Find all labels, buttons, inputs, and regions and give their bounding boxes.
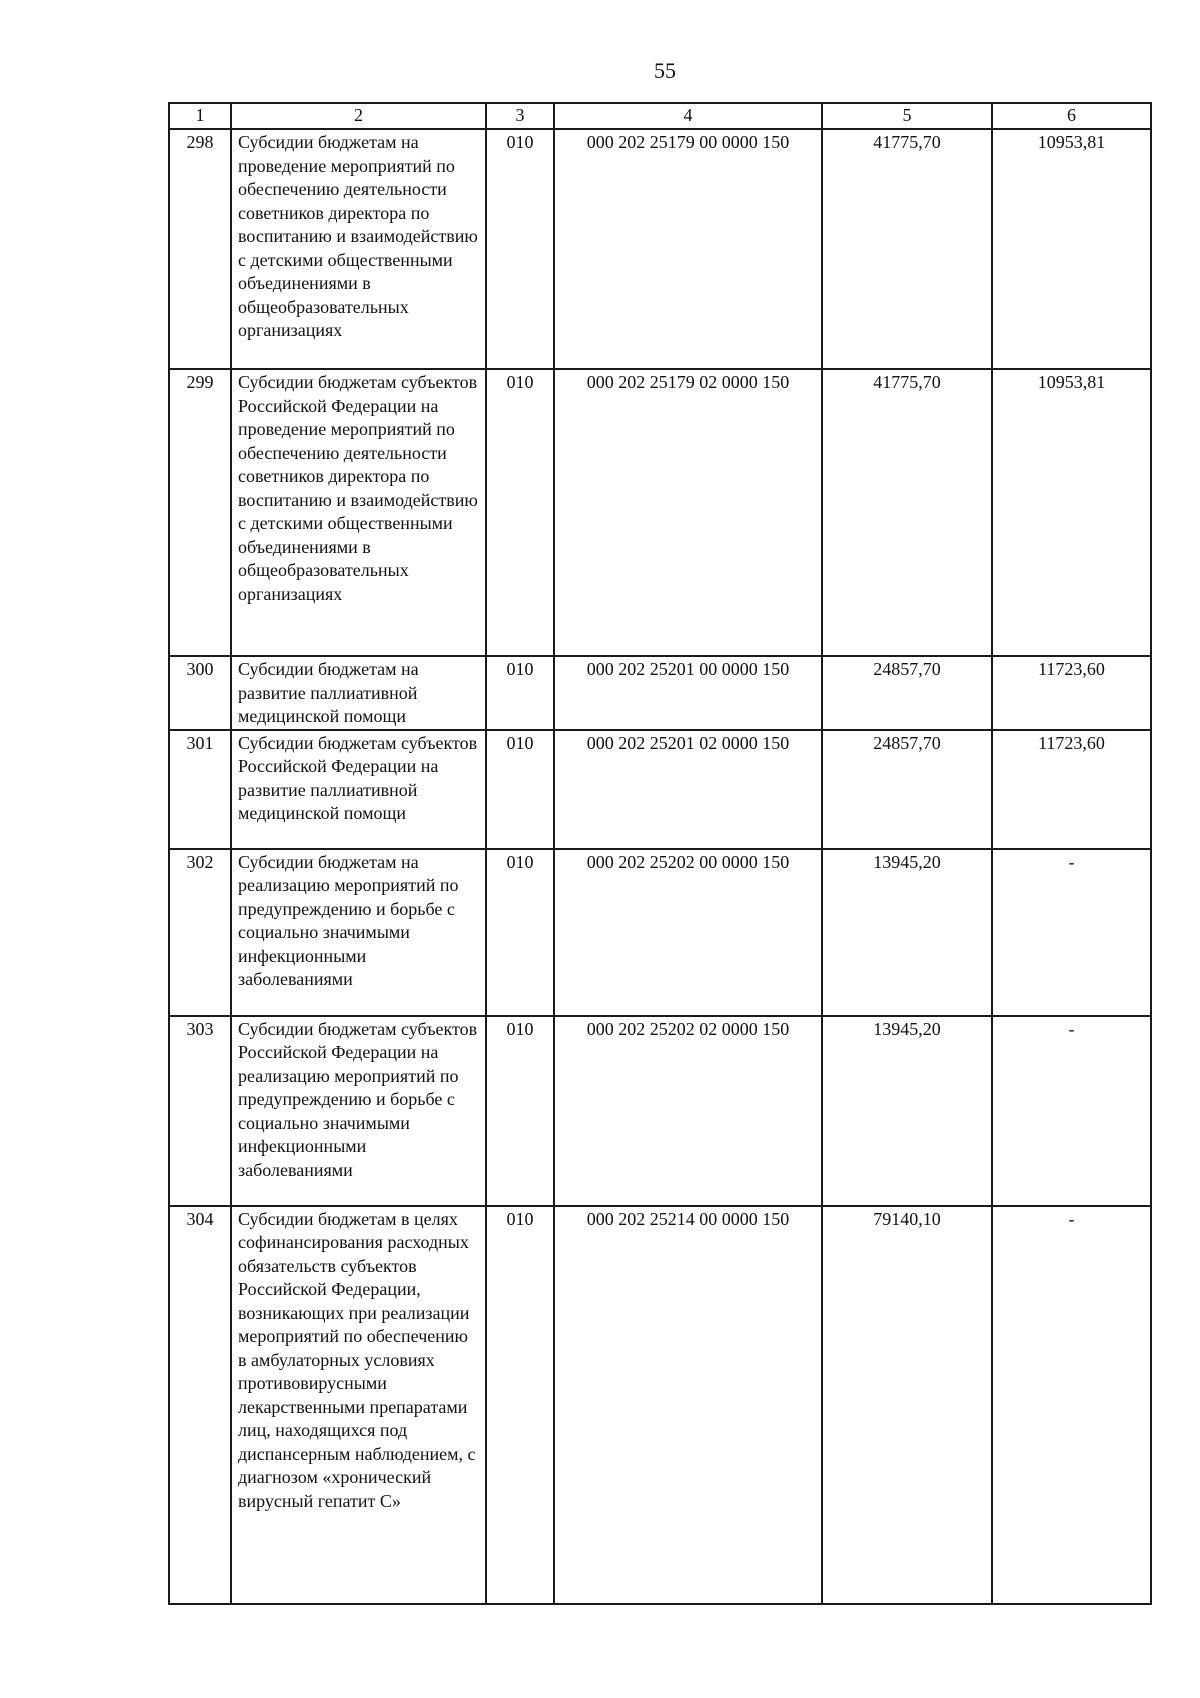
row-name: Субсидии бюджетам субъектов Российской Федерации на реализацию мероприятий по предупреждению и борьбе с социально значимыми инфекционными заболеваниями	[231, 1016, 486, 1206]
row-number: 298	[169, 129, 231, 369]
row-budget-code: 000 202 25214 00 0000 150	[554, 1206, 822, 1604]
row-name: Субсидии бюджетам субъектов Российской Федерации на развитие паллиативной медицинской помощи	[231, 730, 486, 849]
row-admin-code: 010	[486, 849, 554, 1016]
row-amount-col6: 11723,60	[992, 730, 1151, 849]
row-admin-code: 010	[486, 1206, 554, 1604]
row-amount-col6: -	[992, 1206, 1151, 1604]
row-budget-code: 000 202 25201 02 0000 150	[554, 730, 822, 849]
row-budget-code: 000 202 25179 00 0000 150	[554, 129, 822, 369]
row-admin-code: 010	[486, 1016, 554, 1206]
row-number: 300	[169, 656, 231, 730]
row-admin-code: 010	[486, 656, 554, 730]
table-row	[169, 369, 1151, 656]
row-name: Субсидии бюджетам в целях софинансирования расходных обязательств субъектов Российской Федерации, возникающих при реализации мероприятий по обеспечению в амбулаторных условиях противовирусными лекарственными препаратами лиц, находящихся под диспансерным наблюдением, с диагнозом «хронический вирусный гепатит С»	[231, 1206, 486, 1604]
row-budget-code: 000 202 25201 00 0000 150	[554, 656, 822, 730]
table-row	[169, 1016, 1151, 1206]
budget-table	[168, 102, 1152, 1605]
row-amount-col5: 41775,70	[822, 369, 992, 656]
column-header-6: 6	[992, 103, 1151, 129]
column-header-3: 3	[486, 103, 554, 129]
row-amount-col6: 11723,60	[992, 656, 1151, 730]
table-row	[169, 129, 1151, 369]
table-row	[169, 730, 1151, 849]
row-admin-code: 010	[486, 730, 554, 849]
row-amount-col5: 24857,70	[822, 656, 992, 730]
row-budget-code: 000 202 25202 02 0000 150	[554, 1016, 822, 1206]
table-row	[169, 1206, 1151, 1604]
row-amount-col6: 10953,81	[992, 129, 1151, 369]
row-number: 301	[169, 730, 231, 849]
row-name: Субсидии бюджетам на реализацию мероприятий по предупреждению и борьбе с социально значимыми инфекционными заболеваниями	[231, 849, 486, 1016]
row-amount-col6: 10953,81	[992, 369, 1151, 656]
row-amount-col6: -	[992, 1016, 1151, 1206]
column-header-2: 2	[231, 103, 486, 129]
row-amount-col5: 41775,70	[822, 129, 992, 369]
row-amount-col5: 24857,70	[822, 730, 992, 849]
row-number: 304	[169, 1206, 231, 1604]
row-number: 299	[169, 369, 231, 656]
table-row	[169, 849, 1151, 1016]
row-budget-code: 000 202 25202 00 0000 150	[554, 849, 822, 1016]
row-number: 302	[169, 849, 231, 1016]
row-amount-col5: 13945,20	[822, 849, 992, 1016]
row-admin-code: 010	[486, 369, 554, 656]
row-amount-col5: 79140,10	[822, 1206, 992, 1604]
header-row	[169, 103, 1151, 129]
row-name: Субсидии бюджетам на развитие паллиативной медицинской помощи	[231, 656, 486, 730]
row-budget-code: 000 202 25179 02 0000 150	[554, 369, 822, 656]
page-number: 55	[654, 58, 676, 83]
row-name: Субсидии бюджетам субъектов Российской Федерации на проведение мероприятий по обеспечению деятельности советников директора по воспитанию и взаимодействию с детскими общественными объединениями в общеобразовательных организациях	[231, 369, 486, 656]
row-name: Субсидии бюджетам на проведение мероприятий по обеспечению деятельности советников директора по воспитанию и взаимодействию с детскими общественными объединениями в общеобразовательных организациях	[231, 129, 486, 369]
row-number: 303	[169, 1016, 231, 1206]
row-admin-code: 010	[486, 129, 554, 369]
row-amount-col6: -	[992, 849, 1151, 1016]
column-header-1: 1	[169, 103, 231, 129]
column-header-4: 4	[554, 103, 822, 129]
table-row	[169, 656, 1151, 730]
row-amount-col5: 13945,20	[822, 1016, 992, 1206]
column-header-5: 5	[822, 103, 992, 129]
